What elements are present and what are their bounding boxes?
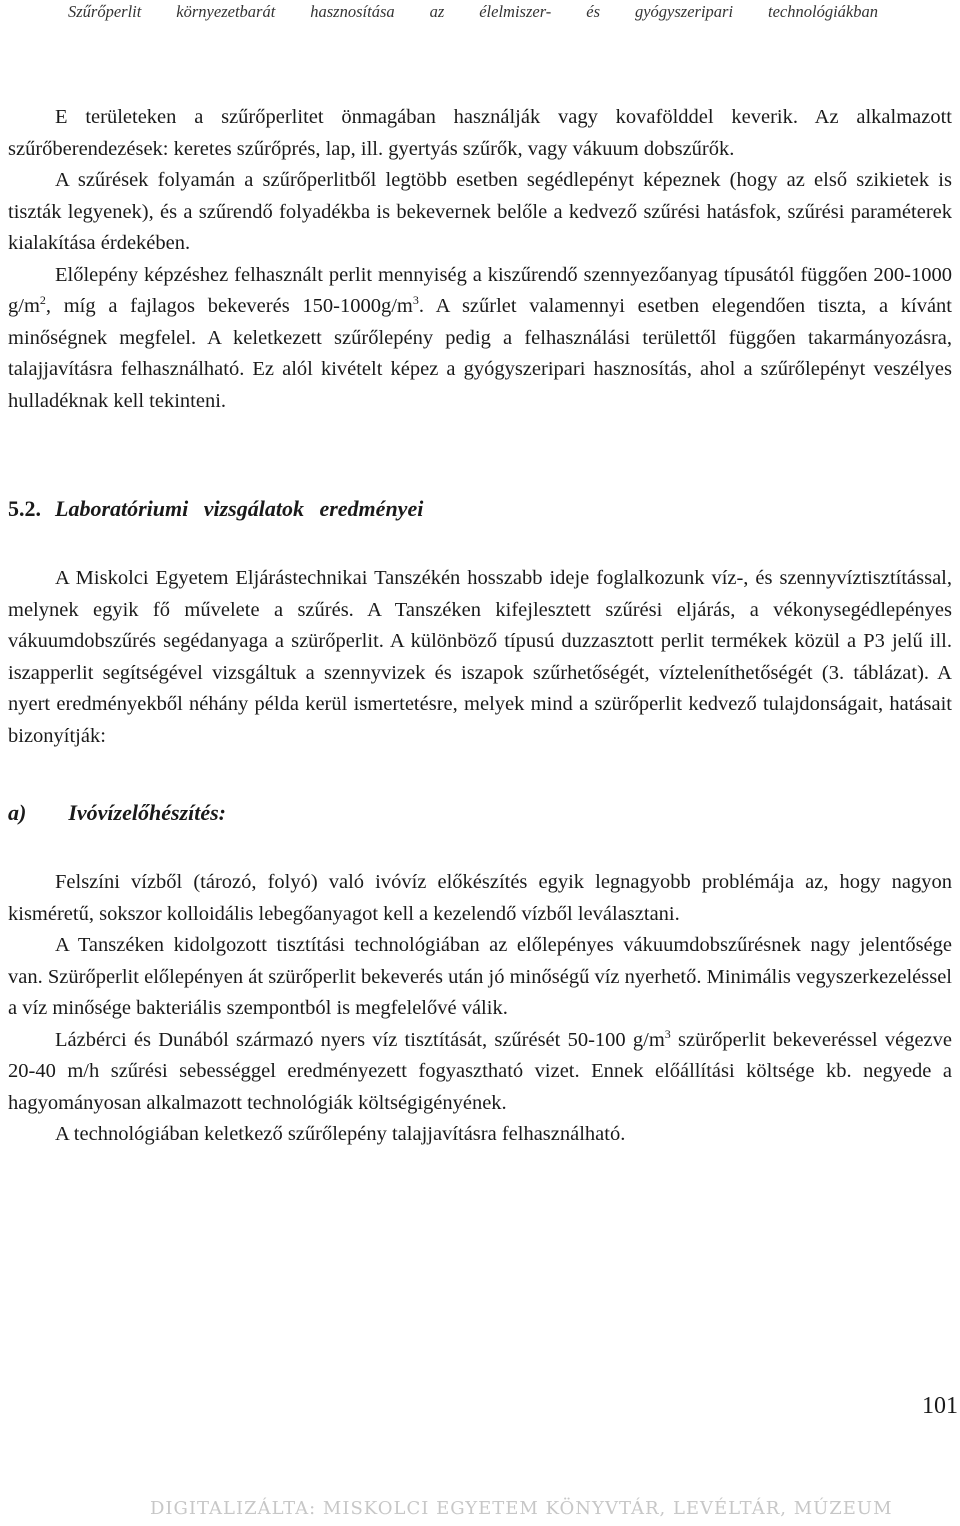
section-heading — [8, 493, 952, 525]
subsection-paragraph-3 — [8, 1025, 952, 1120]
page-number: 101 — [922, 1393, 958, 1419]
section-number: 5.2. — [8, 496, 41, 521]
intro-paragraph-3-part-a: Előlepény képzéshez felhasznált perlit mennyiség a kiszűrendő szennyezőanyag típusától függően 200-1000 g/m — [8, 263, 952, 317]
subsection-paragraph-3-part-a: Lázbérci és Dunából származó nyers víz tisztítását, szűrését 50-100 g/m — [55, 1028, 665, 1051]
subsection-title: Ivóvízelőhészítés: — [68, 800, 226, 825]
digitization-watermark: DIGITALIZÁLTA: MISKOLCI EGYETEM KÖNYVTÁR, LEVÉLTÁR, MÚZEUM — [150, 1498, 893, 1519]
superscript-3: 3 — [412, 293, 419, 308]
subsection-label: a) — [8, 800, 27, 825]
superscript-3-b: 3 — [664, 1026, 671, 1041]
subsection-paragraph-1: Felszíni vízből (tározó, folyó) való ivóvíz előkészítés egyik legnagyobb problémája az, hogy nagyon kisméretű, sokszor kolloidális lebegőanyagot kell a kezelendő vízből leválasztani. — [8, 871, 952, 925]
superscript-2: 2 — [39, 293, 46, 308]
intro-paragraph-1: E területeken a szűrőperlitet önmagában használják vagy kovafölddel keverik. Az alkalmazott szűrőberendezések: keretes szűrőprés, lap, ill. gyertyás szűrők, vagy vákuum dobszűrők. — [8, 106, 952, 160]
subsection-paragraph-2: A Tanszéken kidolgozott tisztítási technológiában az előlepényes vákuumdobszűrésnek nagy jelentősége van. Szürőperlit előlepényen át szürőperlit bekeverés után jó minőségű víz nyerhető. Minimális vegyszerkezeléssel a víz minősége bakteriális szempontból is megfelelővé válik. — [8, 934, 952, 1019]
intro-paragraph-3-part-b: , míg a fajlagos bekeverés 150-1000g/m — [45, 295, 413, 317]
intro-paragraph-2: A szűrések folyamán a szűrőperlitből legtöbb esetben segédlepényt képeznek (hogy az első szikietek is tiszták legyenek), és a szűrendő folyadékba is bekevernek belőle a kedvező szűrési hatásfok, szűrési paraméterek kialakítása érdekében. — [8, 169, 952, 254]
subsection-paragraph-3-part-b: szürőperlit bekeveréssel végezve 20-40 m/h szűrési sebességgel eredményezett fogyasztható vizet. Ennek előállítási költsége kb. negyede a hagyományosan alkalmazott technológiák költségigényének. — [8, 1028, 952, 1114]
section-title: Laboratóriumi vizsgálatok eredményei — [55, 496, 424, 521]
intro-paragraph-3 — [8, 260, 952, 418]
subsection-heading — [8, 797, 952, 829]
page-content — [8, 102, 952, 1151]
subsection-paragraph-4: A technológiában keletkező szűrőlepény talajjavításra felhasználható. — [55, 1123, 626, 1145]
intro-paragraph-3-part-c: . A szűrlet valamennyi esetben elegendően tiszta, a kívánt minőségnek megfelel. A keletkezett szűrőlepény pedig a felhasználási területtől függően takarmányozásra, talajjavításra felhasználható. Ez alól kivételt képez a gyógyszeripari hasznosítás, ahol a szűrőlepényt veszélyes hulladéknak kell tekinteni. — [8, 295, 953, 412]
section-paragraph-1: A Miskolci Egyetem Eljárástechnikai Tanszékén hosszabb ideje foglalkozunk víz-, és szennyvíztisztítással, melynek egyik fő művelete a szűrés. A Tanszéken kifejlesztett szűrési eljárás, a vékonysegédlepényes vákuumdobszűrés segédanyaga a szürőperlit. A különböző típusú duzzasztott perlit termékek közül a P3 jelű ill. iszapperlit segítségével vizsgáltuk a szennyvizek és iszapok szűrhetőségét, vízteleníthetőségét (3. táblázat). A nyert eredményekből néhány példa kerül ismertetésre, melyek mind a szürőperlit kedvező tulajdonságait, hatásait bizonyítják: — [8, 567, 952, 747]
running-header: Szűrőperlit környezetbarát hasznosítása az élelmiszer- és gyógyszeripari technológiákban — [68, 2, 878, 21]
